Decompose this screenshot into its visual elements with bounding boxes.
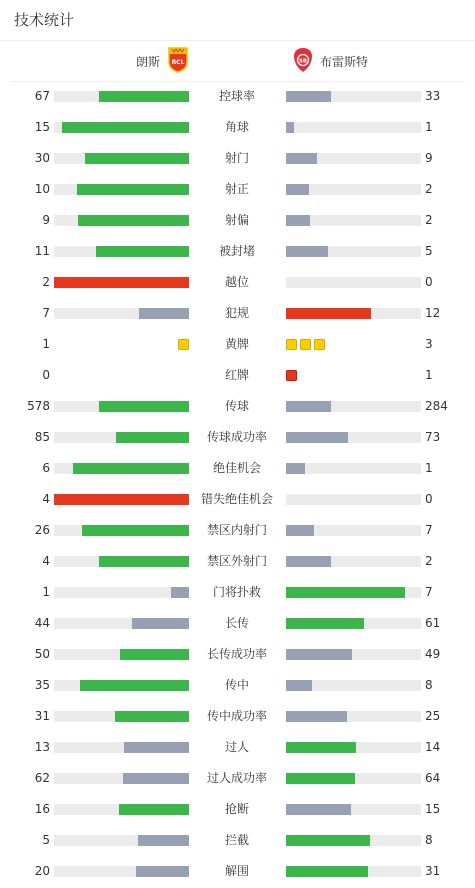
- away-value: 7: [425, 523, 433, 537]
- home-bar-track: [54, 556, 189, 567]
- away-bar: [286, 711, 347, 722]
- yellow-card-icon: [314, 339, 325, 350]
- stat-label: 抢断: [224, 802, 249, 816]
- stat-label: 被封堵: [218, 244, 255, 258]
- stat-label: 犯规: [224, 306, 249, 320]
- away-value: 12: [425, 306, 441, 320]
- stat-row: [0, 174, 475, 205]
- stat-row: [0, 639, 475, 670]
- home-value: 50: [34, 647, 50, 661]
- stat-row: [0, 81, 475, 112]
- stat-label: 禁区外射门: [206, 554, 267, 568]
- stat-row: [0, 515, 475, 546]
- home-value: 13: [34, 740, 50, 754]
- stat-row: [0, 329, 475, 360]
- away-value: 8: [425, 678, 433, 692]
- yellow-card-icon: [286, 339, 297, 350]
- away-bar-track: [286, 463, 421, 474]
- home-value: 31: [34, 709, 50, 723]
- stat-label: 长传成功率: [206, 647, 267, 661]
- away-bar: [286, 866, 368, 877]
- stade-brestois-crest-icon: [292, 47, 314, 76]
- away-bar: [286, 122, 294, 133]
- stat-label: 传球: [224, 399, 249, 413]
- away-bar-track: [286, 401, 421, 412]
- home-value: 4: [42, 554, 50, 568]
- home-value: 0: [42, 368, 50, 382]
- away-bar: [286, 618, 364, 629]
- away-team-name: 布雷斯特: [320, 54, 369, 69]
- home-bar-track: [54, 866, 189, 877]
- home-bar: [124, 742, 189, 753]
- home-bar: [96, 246, 189, 257]
- home-cards: [178, 339, 189, 351]
- away-bar: [286, 556, 331, 567]
- stat-label: 过人成功率: [206, 771, 267, 785]
- away-bar-track: [286, 680, 421, 691]
- away-bar-track: [286, 215, 421, 226]
- home-bar: [85, 153, 189, 164]
- stat-row: [0, 546, 475, 577]
- home-bar-track: [54, 432, 189, 443]
- away-cards: [286, 339, 325, 351]
- home-value: 578: [27, 399, 50, 413]
- away-bar-track: [286, 91, 421, 102]
- away-bar-track: [286, 773, 421, 784]
- stat-row: [0, 298, 475, 329]
- stat-label: 射偏: [224, 213, 249, 227]
- stat-label: 解围: [224, 864, 249, 878]
- away-bar-track: [286, 835, 421, 846]
- stat-label: 射门: [224, 151, 249, 165]
- away-value: 61: [425, 616, 441, 630]
- stat-label: 传中: [224, 678, 249, 692]
- stat-row: [0, 608, 475, 639]
- away-bar-track: [286, 432, 421, 443]
- away-value: 7: [425, 585, 433, 599]
- home-value: 16: [34, 802, 50, 816]
- away-bar: [286, 308, 371, 319]
- home-bar-track: [54, 587, 189, 598]
- away-bar-track: [286, 184, 421, 195]
- home-bar: [138, 835, 189, 846]
- rc-lens-crest-icon: [168, 47, 188, 76]
- home-bar-track: [54, 525, 189, 536]
- svg-text:RCL: RCL: [171, 58, 185, 66]
- home-bar: [62, 122, 189, 133]
- home-bar-track: [54, 804, 189, 815]
- away-bar-track: [286, 711, 421, 722]
- home-bar-track: [54, 773, 189, 784]
- stat-label: 过人: [224, 740, 249, 754]
- home-bar: [139, 308, 189, 319]
- away-bar: [286, 246, 328, 257]
- home-bar: [120, 649, 189, 660]
- away-bar: [286, 432, 348, 443]
- away-value: 15: [425, 802, 441, 816]
- yellow-card-icon: [300, 339, 311, 350]
- stat-row: [0, 360, 475, 391]
- stat-label: 错失绝佳机会: [200, 492, 273, 506]
- stat-label: 控球率: [218, 89, 255, 103]
- home-bar: [115, 711, 189, 722]
- away-bar: [286, 835, 370, 846]
- stat-label: 禁区内射门: [206, 523, 267, 537]
- away-value: 9: [425, 151, 433, 165]
- away-bar-track: [286, 618, 421, 629]
- home-bar-track: [54, 618, 189, 629]
- away-value: 2: [425, 554, 433, 568]
- stat-label: 门将扑救: [212, 585, 261, 599]
- away-value: 284: [425, 399, 448, 413]
- home-bar: [54, 494, 189, 505]
- page-title: 技术统计: [14, 11, 75, 29]
- yellow-card-icon: [178, 339, 189, 350]
- away-value: 5: [425, 244, 433, 258]
- away-value: 33: [425, 89, 441, 103]
- stat-row: [0, 763, 475, 794]
- away-value: 25: [425, 709, 441, 723]
- stat-row: [0, 236, 475, 267]
- stat-row: [0, 577, 475, 608]
- home-value: 15: [34, 120, 50, 134]
- away-bar: [286, 215, 310, 226]
- home-bar: [132, 618, 189, 629]
- stat-row: [0, 670, 475, 701]
- away-value: 1: [425, 120, 433, 134]
- away-value: 3: [425, 337, 433, 351]
- away-bar-track: [286, 246, 421, 257]
- away-bar-track: [286, 804, 421, 815]
- home-bar: [116, 432, 189, 443]
- home-value: 35: [34, 678, 50, 692]
- home-value: 85: [34, 430, 50, 444]
- away-cards: [286, 370, 297, 382]
- home-bar: [73, 463, 189, 474]
- away-value: 73: [425, 430, 441, 444]
- away-team[interactable]: [292, 47, 368, 75]
- home-value: 11: [34, 244, 50, 258]
- away-bar-track: [286, 525, 421, 536]
- away-value: 0: [425, 492, 433, 506]
- away-bar: [286, 401, 331, 412]
- home-bar: [82, 525, 189, 536]
- home-bar: [54, 277, 189, 288]
- stat-row: [0, 825, 475, 856]
- home-bar: [99, 91, 189, 102]
- stat-row: [0, 794, 475, 825]
- home-value: 67: [34, 89, 50, 103]
- stat-label: 射正: [224, 182, 249, 196]
- away-bar: [286, 91, 331, 102]
- stat-label: 传中成功率: [206, 709, 267, 723]
- home-bar: [77, 184, 189, 195]
- away-bar: [286, 773, 355, 784]
- away-bar: [286, 804, 351, 815]
- home-bar: [80, 680, 189, 691]
- home-bar-track: [54, 835, 189, 846]
- stat-row: [0, 391, 475, 422]
- stat-label: 角球: [224, 120, 249, 134]
- stat-row: [0, 143, 475, 174]
- away-bar-track: [286, 742, 421, 753]
- stat-row: [0, 856, 475, 887]
- away-value: 1: [425, 461, 433, 475]
- home-bar: [119, 804, 189, 815]
- home-bar-track: [54, 711, 189, 722]
- home-bar-track: [54, 308, 189, 319]
- home-bar-track: [54, 184, 189, 195]
- home-bar-track: [54, 277, 189, 288]
- home-bar-track: [54, 494, 189, 505]
- red-card-icon: [286, 370, 297, 381]
- away-bar: [286, 184, 309, 195]
- svg-text:SB: SB: [298, 58, 308, 64]
- home-value: 26: [34, 523, 50, 537]
- home-bar-track: [54, 680, 189, 691]
- home-team[interactable]: [136, 47, 188, 75]
- away-bar-track: [286, 649, 421, 660]
- stat-row: [0, 112, 475, 143]
- home-value: 6: [42, 461, 50, 475]
- home-value: 44: [34, 616, 50, 630]
- home-bar-track: [54, 742, 189, 753]
- stat-row: [0, 453, 475, 484]
- home-value: 7: [42, 306, 50, 320]
- away-bar: [286, 587, 405, 598]
- home-team-name: 朗斯: [135, 54, 160, 69]
- away-value: 8: [425, 833, 433, 847]
- home-bar-track: [54, 91, 189, 102]
- header-divider: [0, 40, 475, 41]
- home-bar-track: [54, 649, 189, 660]
- home-value: 4: [42, 492, 50, 506]
- away-bar: [286, 463, 305, 474]
- home-bar: [78, 215, 189, 226]
- stat-row: [0, 484, 475, 515]
- away-value: 49: [425, 647, 441, 661]
- stat-label: 越位: [224, 275, 249, 289]
- away-bar-track: [286, 494, 421, 505]
- away-value: 2: [425, 213, 433, 227]
- stat-row: [0, 267, 475, 298]
- home-bar: [99, 556, 189, 567]
- away-bar-track: [286, 866, 421, 877]
- away-bar: [286, 649, 352, 660]
- away-value: 0: [425, 275, 433, 289]
- home-value: 2: [42, 275, 50, 289]
- home-value: 9: [42, 213, 50, 227]
- home-bar-track: [54, 401, 189, 412]
- away-bar-track: [286, 587, 421, 598]
- home-bar: [99, 401, 189, 412]
- home-value: 1: [42, 337, 50, 351]
- home-value: 62: [34, 771, 50, 785]
- away-value: 31: [425, 864, 441, 878]
- away-value: 14: [425, 740, 441, 754]
- stat-row: [0, 701, 475, 732]
- home-value: 5: [42, 833, 50, 847]
- stat-row: [0, 422, 475, 453]
- away-bar: [286, 525, 314, 536]
- away-bar-track: [286, 277, 421, 288]
- away-value: 64: [425, 771, 441, 785]
- stat-label: 传球成功率: [206, 430, 267, 444]
- stat-row: [0, 205, 475, 236]
- home-bar: [136, 866, 189, 877]
- away-bar-track: [286, 556, 421, 567]
- home-bar: [123, 773, 189, 784]
- home-value: 20: [34, 864, 50, 878]
- away-bar-track: [286, 122, 421, 133]
- away-bar: [286, 742, 356, 753]
- stat-label: 长传: [224, 616, 249, 630]
- away-bar-track: [286, 153, 421, 164]
- away-value: 1: [425, 368, 433, 382]
- home-bar-track: [54, 153, 189, 164]
- stat-row: [0, 732, 475, 763]
- stat-label: 拦截: [224, 833, 249, 847]
- home-bar-track: [54, 215, 189, 226]
- stat-label: 黄牌: [224, 337, 249, 351]
- home-bar-track: [54, 246, 189, 257]
- home-bar-track: [54, 122, 189, 133]
- home-value: 10: [34, 182, 50, 196]
- away-value: 2: [425, 182, 433, 196]
- home-bar: [171, 587, 189, 598]
- away-bar-track: [286, 308, 421, 319]
- away-bar: [286, 680, 312, 691]
- stat-label: 绝佳机会: [212, 461, 261, 475]
- home-bar-track: [54, 463, 189, 474]
- home-value: 1: [42, 585, 50, 599]
- home-value: 30: [34, 151, 50, 165]
- away-bar: [286, 153, 317, 164]
- stat-label: 红牌: [224, 368, 249, 382]
